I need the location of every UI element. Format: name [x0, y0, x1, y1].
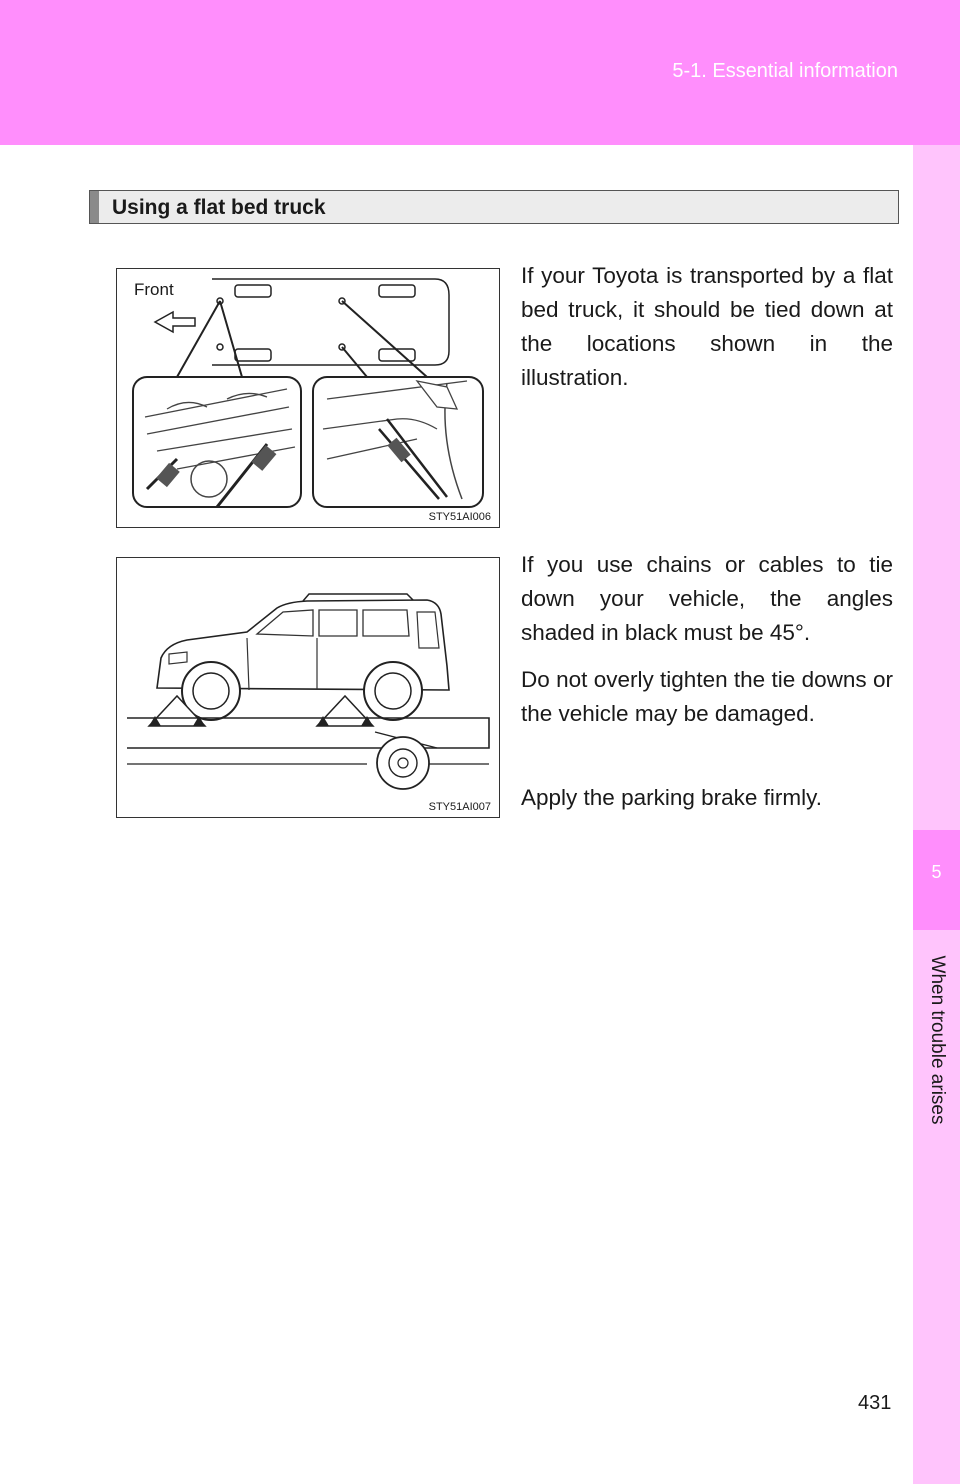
section-title: Using a flat bed truck — [112, 196, 326, 219]
paragraph-parking-brake: Apply the parking brake firmly. — [521, 785, 822, 810]
paragraph-tightening: Do not overly tighten the tie downs or the vehicle may be damaged. — [521, 667, 893, 726]
figure-code: STY51AI007 — [428, 801, 491, 813]
page-number: 431 — [858, 1392, 892, 1414]
chapter-side-tab — [913, 145, 960, 1484]
figure-code: STY51AI006 — [428, 511, 491, 523]
paragraph-tie-angle: If you use chains or cables to tie down your vehicle, the angles shaded in black must be 45°. — [521, 552, 893, 645]
flatbed-vehicle-illustration — [116, 557, 500, 818]
paragraph-transport: If your Toyota is transported by a flat bed truck, it should be tied down at the locations shown in the illustration. — [521, 263, 893, 390]
chapter-number: 5 — [931, 862, 942, 882]
section-title-bar — [89, 190, 899, 224]
section-heading: 5-1. Essential information — [672, 60, 898, 82]
tie-down-locations-illustration — [116, 268, 500, 528]
vehicle-on-flatbed-diagram — [117, 558, 500, 818]
underbody-diagram — [117, 269, 500, 528]
section-title-accent — [90, 191, 99, 223]
chapter-title: When trouble arises — [927, 955, 948, 1125]
front-direction-label: Front — [134, 280, 174, 299]
